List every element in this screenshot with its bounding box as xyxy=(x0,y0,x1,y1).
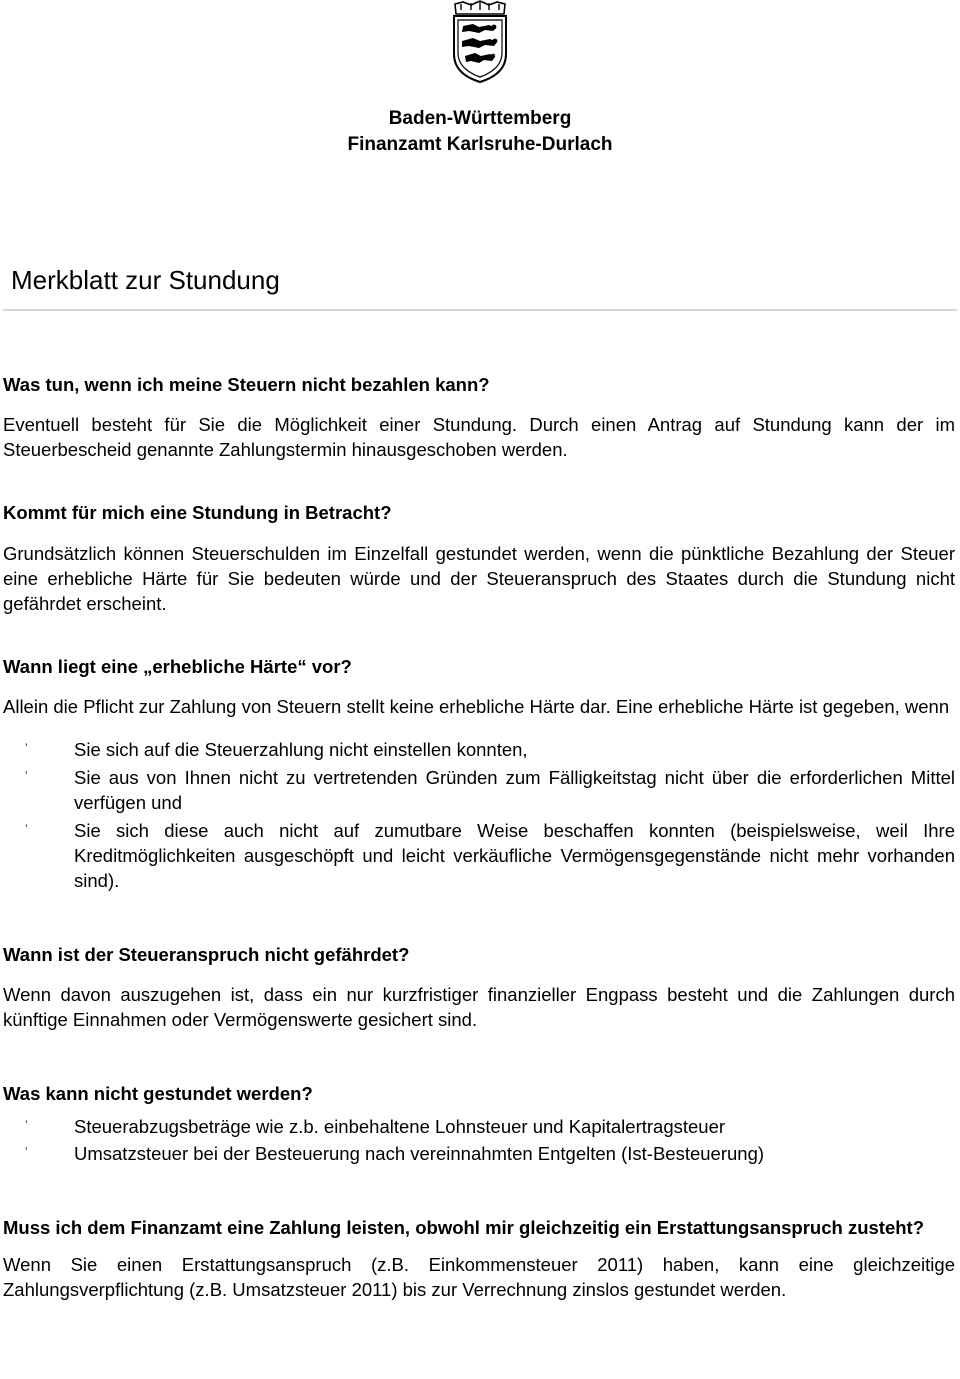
list-item xyxy=(3,818,955,893)
section-heading: Was kann nicht gestundet werden? xyxy=(3,1083,313,1104)
document-title: Merkblatt zur Stundung xyxy=(11,265,280,295)
list-item-text: Steuerabzugsbeträge wie z.b. einbehaltene Lohnsteuer und Kapitalertragsteuer xyxy=(74,1116,726,1137)
document-body xyxy=(3,372,955,1302)
list-item xyxy=(3,1114,955,1139)
state-name: Baden-Württemberg xyxy=(388,108,572,129)
bullet-icon: ’ xyxy=(25,823,28,835)
bullet-icon: ’ xyxy=(25,1119,28,1131)
section-text: Eventuell besteht für Sie die Möglichkeit einer Stundung. Durch einen Antrag auf Stundung kann der im Steuerbescheid genannte Zahlungstermin hinausgeschoben werden. xyxy=(3,414,955,460)
list-item-text: Sie sich diese auch nicht auf zumutbare Weise beschaffen konnten (beispielsweise, weil Ihre Kreditmöglichkeiten ausgeschöpft und leicht verkäufliche Vermögensgegenstände nicht mehr vorhanden sind). xyxy=(74,820,955,891)
list-item-text: Sie sich auf die Steuerzahlung nicht einstellen konnten, xyxy=(74,739,528,760)
list-item xyxy=(3,765,955,815)
section-text: Grundsätzlich können Steuerschulden im Einzelfall gestundet werden, wenn die pünktliche Bezahlung der Steuer eine erhebliche Härte für Sie bedeuten würde und der Steueranspruch des Staates durch die Stundung nicht gefährdet erscheint. xyxy=(3,543,955,614)
bullet-icon: ’ xyxy=(25,770,28,782)
section-text: Allein die Pflicht zur Zahlung von Steuern stellt keine erhebliche Härte dar. Eine erhebliche Härte ist gegeben, wenn xyxy=(3,696,950,717)
title-divider xyxy=(3,309,957,311)
section-heading: Muss ich dem Finanzamt eine Zahlung leisten, obwohl mir gleichzeitig ein Erstattungsanspruch zusteht? xyxy=(3,1217,925,1238)
bullet-list xyxy=(3,737,955,893)
section-heading: Wann ist der Steueranspruch nicht gefährdet? xyxy=(3,944,410,965)
list-item-text: Sie aus von Ihnen nicht zu vertretenden Gründen zum Fälligkeitstag nicht über die erforderlichen Mittel verfügen und xyxy=(74,767,955,813)
section-heading: Kommt für mich eine Stundung in Betracht? xyxy=(3,502,392,523)
coat-of-arms-icon xyxy=(449,0,511,84)
office-name: Finanzamt Karlsruhe-Durlach xyxy=(347,134,613,155)
list-item-text: Umsatzsteuer bei der Besteuerung nach vereinnahmten Entgelten (Ist-Besteuerung) xyxy=(74,1143,765,1164)
bullet-icon: ’ xyxy=(25,742,28,754)
bullet-icon: ’ xyxy=(25,1146,28,1158)
section-text: Wenn davon auszugehen ist, dass ein nur kurzfristiger finanzieller Engpass besteht und die Zahlungen durch künftige Einnahmen oder Vermögenswerte gesichert sind. xyxy=(3,984,955,1030)
bullet-list xyxy=(3,1114,955,1166)
section-text: Wenn Sie einen Erstattungsanspruch (z.B. Einkommensteuer 2011) haben, kann eine gleichzeitige Zahlungsverpflichtung (z.B. Umsatzsteuer 2011) bis zur Verrechnung zinslos gestundet werden. xyxy=(3,1254,955,1300)
list-item xyxy=(3,1141,955,1166)
section-heading: Wann liegt eine „erhebliche Härte“ vor? xyxy=(3,656,352,677)
list-item xyxy=(3,737,955,762)
section-heading: Was tun, wenn ich meine Steuern nicht bezahlen kann? xyxy=(3,374,490,395)
authority-header xyxy=(0,106,960,158)
